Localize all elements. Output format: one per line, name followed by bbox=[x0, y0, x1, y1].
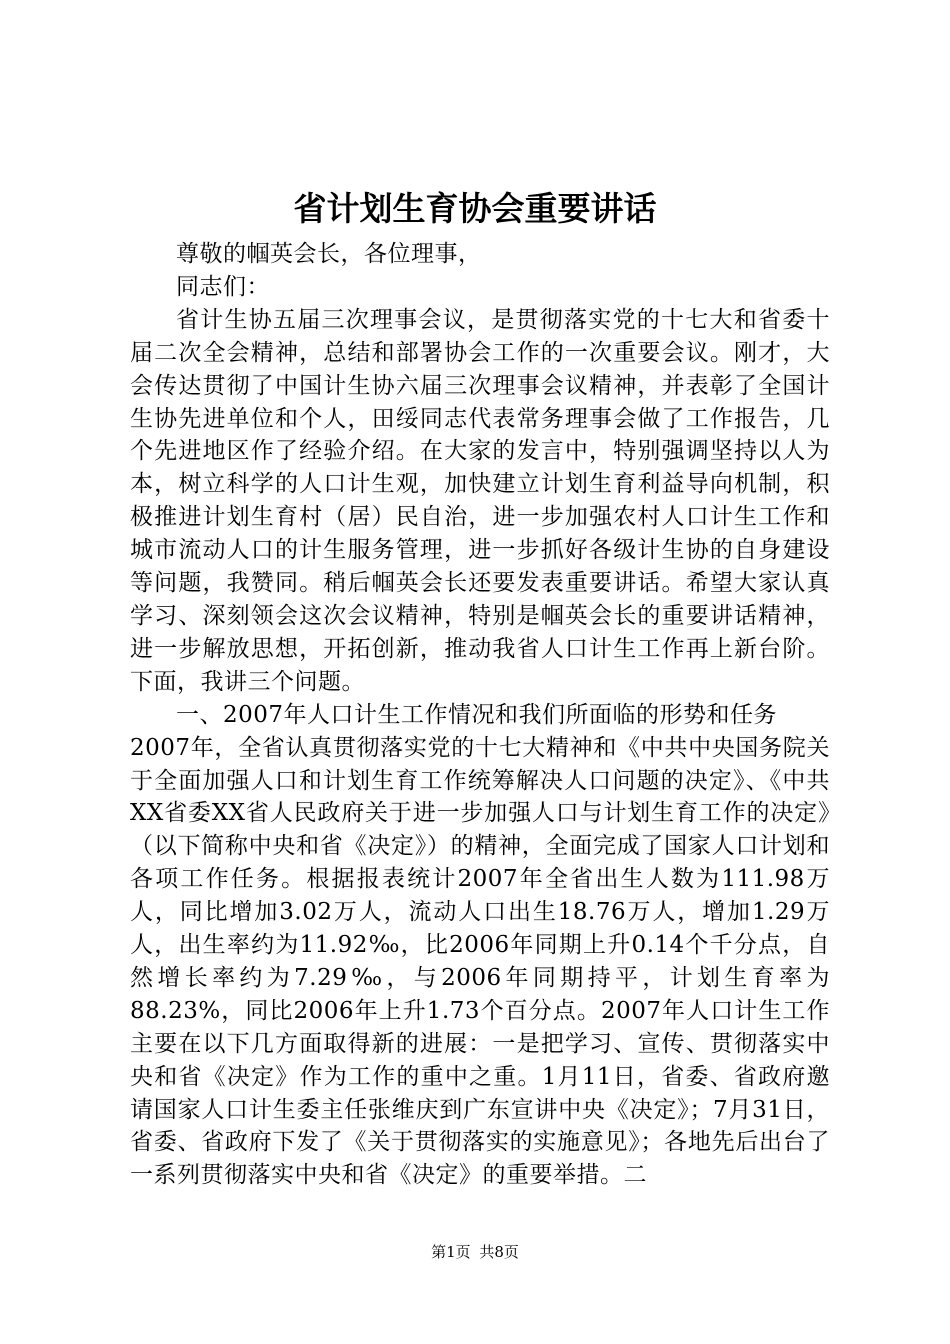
paragraph-intro: 省计生协五届三次理事会议，是贯彻落实党的十七大和省委十届二次全会精神，总结和部署协会工作的一次重要会议。刚才，大会传达贯彻了中国计生协六届三次理事会议精神，并表彰了全国计生协先进单位和个人，田绥同志代表常务理事会做了工作报告，几个先进地区作了经验介绍。在大家的发言中，特别强调坚持以人为本，树立科学的人口计生观，加快建立计划生育利益导向机制，积极推进计划生育村（居）民自治，进一步加强农村人口计生工作和城市流动人口的计生服务管理，进一步抓好各级计生协的自身建设等问题，我赞同。稍后帼英会长还要发表重要讲话。希望大家认真学习、深刻领会这次会议精神，特别是帼英会长的重要讲话精神，进一步解放思想，开拓创新，推动我省人口计生工作再上新台阶。下面，我讲三个问题。 bbox=[130, 306, 830, 695]
paragraph-2007-summary: 2007年，全省认真贯彻落实党的十七大精神和《中共中央国务院关于全面加强人口和计划生育工作统筹解决人口问题的决定》、《中共XX省委XX省人民政府关于进一步加强人口与计划生育工作的决定》（以下简称中央和省《决定》）的精神，全面完成了国家人口计划和各项工作任务。根据报表统计2007年全省出生人数为111.98万人，同比增加3.02万人，流动人口出生18.76万人，增加1.29万人，出生率约为11.92‰，比2006年同期上升0.14个千分点，自然增长率约为7.29‰，与2006年同期持平，计划生育率为88.23%，同比2006年上升1.73个百分点。2007年人口计生工作主要在以下几方面取得新的进展：一是把学习、宣传、贯彻落实中央和省《决定》作为工作的重中之重。1月11日，省委、省政府邀请国家人口计生委主任张维庆到广东宣讲中央《决定》；7月31日，省委、省政府下发了《关于贯彻落实的实施意见》；各地先后出台了一系列贯彻落实中央和省《决定》的重要举措。二 bbox=[130, 734, 830, 1189]
page-footer bbox=[0, 1242, 950, 1262]
page-total: 共8页 bbox=[479, 1243, 519, 1261]
section-heading: 一、2007年人口计生工作情况和我们所面临的形势和任务 bbox=[176, 701, 778, 728]
salutation-line-1: 尊敬的帼英会长，各位理事， bbox=[176, 241, 482, 267]
document-body bbox=[130, 238, 830, 1192]
document-title: 省计划生育协会重要讲话 bbox=[293, 189, 657, 228]
salutation-line-2: 同志们： bbox=[176, 273, 270, 300]
page-number: 第1页 bbox=[431, 1243, 471, 1261]
